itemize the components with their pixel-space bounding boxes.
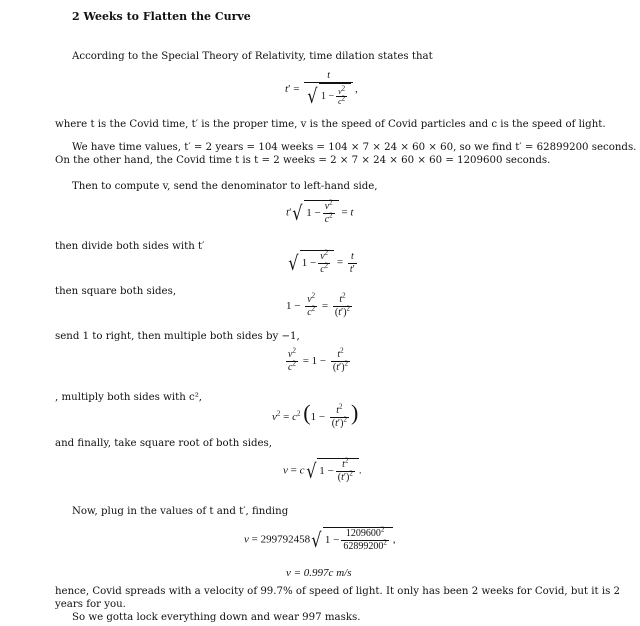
equation-step-5: $v^2 = c^2$ (1 − $\frac{t^2}{(t')^2}$ ): [272, 400, 359, 429]
equation-step-6: v = c √ 1 − $\frac{t^2}{(t')^2}$ .: [283, 456, 362, 483]
paragraph-closing: So we gotta lock everything down and wear 997 masks.: [72, 612, 361, 623]
paragraph-intro: According to the Special Theory of Relativity, time dilation states that: [72, 51, 433, 62]
covid-time-value: 1209600: [345, 528, 381, 539]
equation-step-2: √ 1 − $\frac{v^2}{c^2}$ = $\frac{t}{t'}$: [288, 248, 355, 275]
page-title: 2 Weeks to Flatten the Curve: [72, 10, 251, 23]
equation-step-3: 1 − $\frac{v^2}{c^2}$ = $\frac{t^2}{(t')^2}$: [286, 291, 351, 318]
paragraph-step-5: , multiply both sides with c²,: [55, 392, 203, 403]
paragraph-definitions: where t is the Covid time, t′ is the proper time, v is the speed of Covid particles and c is the speed of light.: [55, 119, 606, 130]
paragraph-plug-in: Now, plug in the values of t and t′, finding: [72, 506, 289, 517]
proper-time-value: 62899200: [343, 541, 384, 552]
paragraph-step-3: then square both sides,: [55, 286, 177, 297]
paragraph-step-2: then divide both sides with t′: [55, 241, 205, 252]
paragraph-step-6: and finally, take square root of both sides,: [55, 438, 273, 449]
paragraph-values-1: We have time values, t′ = 2 years = 104 weeks = 104 × 7 × 24 × 60 × 60, so we find t′ = 62899200 seconds.: [72, 142, 637, 153]
speed-of-light-value: 299792458: [260, 533, 311, 546]
paragraph-step-1: Then to compute v, send the denominator to left-hand side,: [72, 181, 378, 192]
paragraph-conclusion-2: years for you.: [55, 599, 126, 610]
equation-step-4: $\frac{v^2}{c^2}$ = 1 − $\frac{t^2}{(t')^2}$: [288, 346, 349, 373]
paragraph-step-4: send 1 to right, then multiple both sides by −1,: [55, 331, 300, 342]
equation-result: v = 0.997c m/s: [286, 567, 352, 579]
equation-time-dilation: t′ = t √ 1 − $\frac{v^2}{c^2}$ ,: [285, 70, 358, 108]
paragraph-values-2: On the other hand, the Covid time t is t = 2 weeks = 2 × 7 × 24 × 60 × 60 = 1209600 seconds.: [55, 155, 551, 166]
equation-numeric: v = 299792458 √ 1 − $\frac{1209600^2}{62899200^2}$ ,: [244, 525, 396, 552]
equation-step-1: t′ √ 1 − $\frac{v^2}{c^2}$ = t: [286, 198, 354, 225]
paragraph-conclusion-1: hence, Covid spreads with a velocity of 99.7% of speed of light. It only has been 2 weeks for Covid, but it is 2: [55, 586, 621, 597]
